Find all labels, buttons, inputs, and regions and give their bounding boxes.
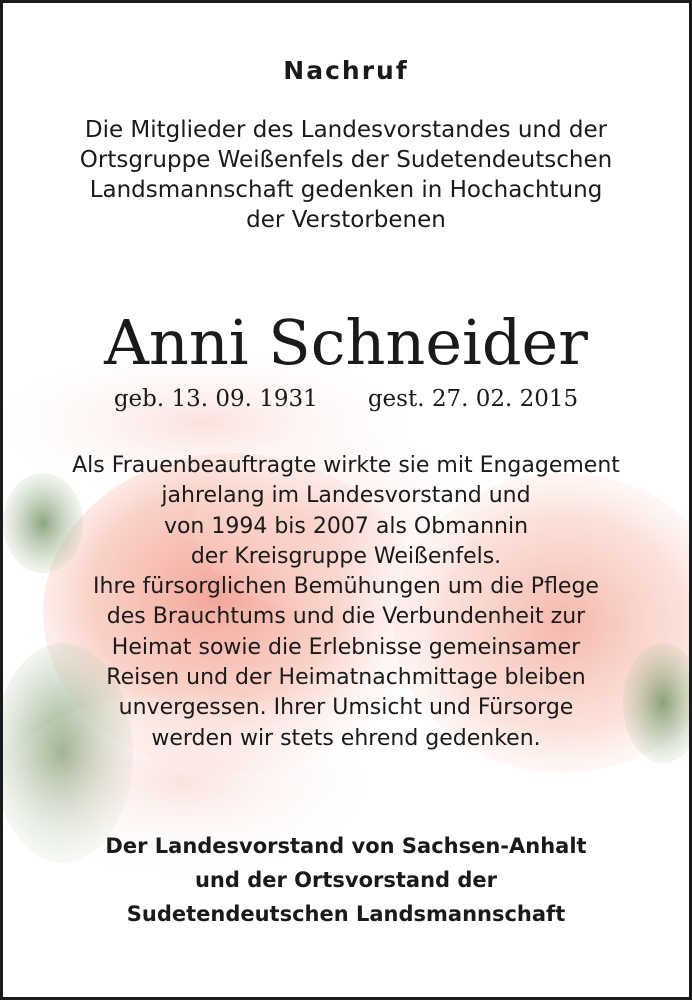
- birth-date: geb. 13. 09. 1931: [113, 386, 318, 412]
- intro-paragraph: [23, 115, 669, 235]
- tribute-line: Ihre fürsorglichen Bemühungen um die Pflege: [93, 574, 599, 600]
- tribute-line: Heimat sowie die Erlebnisse gemeinsamer: [111, 634, 581, 660]
- notice-heading: Nachruf: [283, 56, 409, 85]
- signature-line: Der Landesvorstand von Sachsen-Anhalt: [105, 834, 587, 858]
- life-dates: [3, 383, 689, 415]
- tribute-paragraph: [13, 451, 679, 754]
- tribute-line: unvergessen. Ihrer Umsicht und Fürsorge: [118, 695, 574, 721]
- tribute-line: Als Frauenbeauftragte wirkte sie mit Engagement: [72, 453, 620, 478]
- death-date: gest. 27. 02. 2015: [367, 386, 579, 412]
- tribute-line: werden wir stets ehrend gedenken.: [151, 725, 541, 751]
- signature-line: Sudetendeutschen Landsmannschaft: [126, 902, 566, 926]
- intro-line: der Verstorbenen: [246, 207, 446, 233]
- tribute-line: jahrelang im Landesvorstand und: [161, 483, 531, 509]
- deceased-name: Anni Schneider: [104, 306, 588, 379]
- intro-line: Ortsgruppe Weißenfels der Sudetendeutschen: [79, 147, 613, 173]
- tribute-line: der Kreisgruppe Weißenfels.: [190, 543, 502, 569]
- tribute-line: des Brauchtums und die Verbundenheit zur: [106, 604, 586, 630]
- tribute-line: Reisen und der Heimatnachmittage bleiben: [106, 665, 586, 691]
- signature-line: und der Ortsvorstand der: [194, 868, 498, 892]
- intro-line: Die Mitglieder des Landesvorstandes und der: [84, 117, 608, 143]
- signature-block: [3, 829, 689, 931]
- tribute-line: von 1994 bis 2007 als Obmannin: [163, 513, 529, 539]
- intro-line: Landsmannschaft gedenken in Hochachtung: [89, 177, 603, 203]
